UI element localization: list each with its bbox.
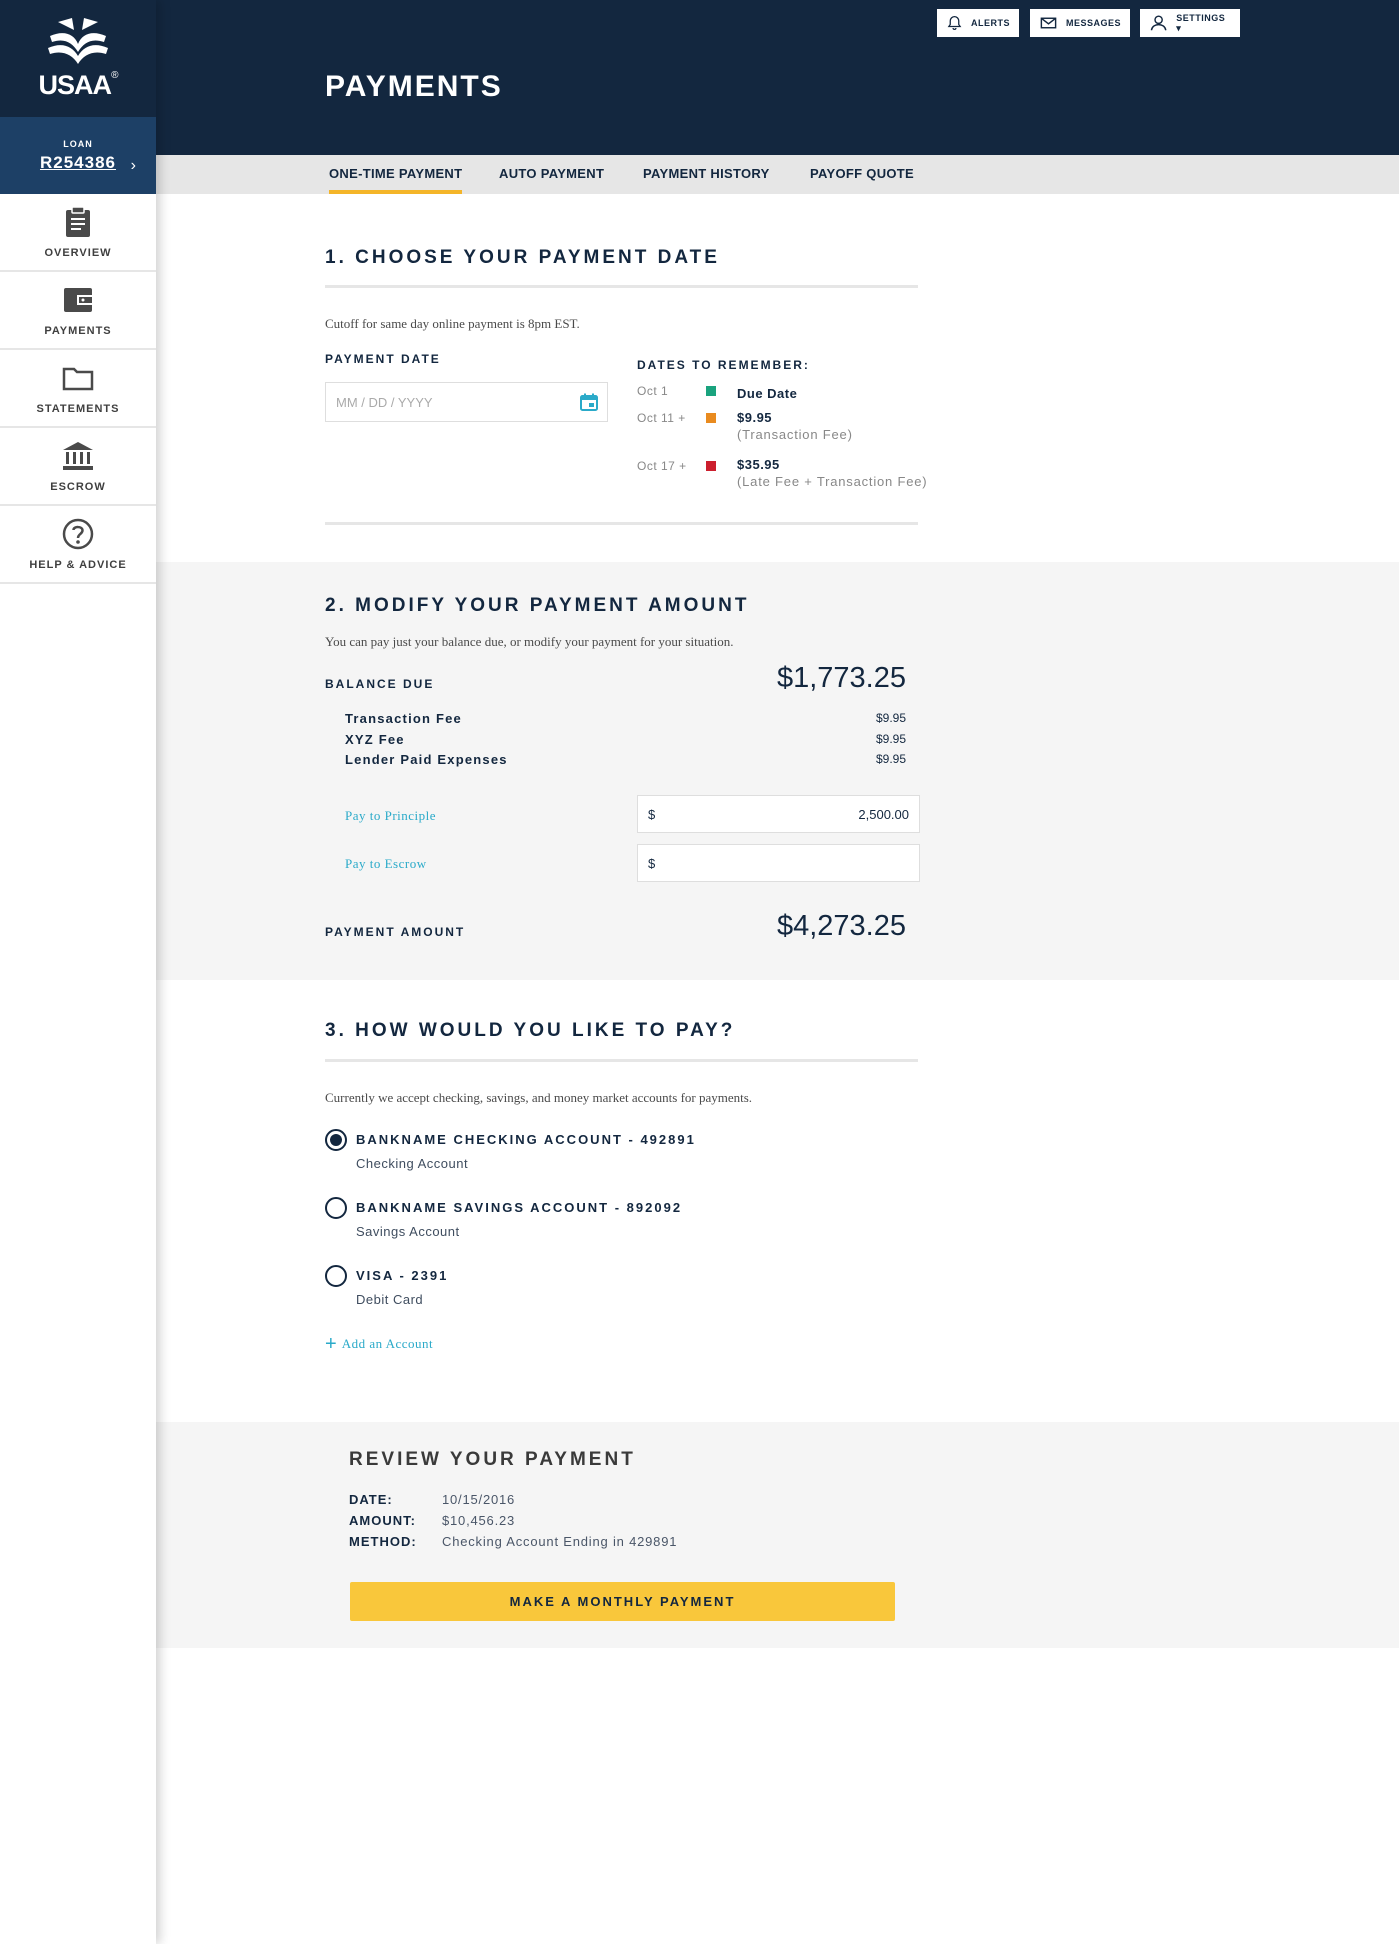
alerts-label: ALERTS	[971, 18, 1010, 28]
divider	[325, 285, 918, 288]
tab-one-time-payment[interactable]: ONE-TIME PAYMENT	[329, 155, 462, 194]
fee-value: $9.95	[875, 732, 906, 746]
sidebar-item-help[interactable]	[0, 506, 156, 584]
bank-icon	[61, 439, 95, 473]
payment-date-input[interactable]	[326, 383, 556, 421]
plus-icon: +	[325, 1333, 337, 1355]
section3-title: 3. HOW WOULD YOU LIKE TO PAY?	[325, 1020, 736, 1041]
loan-selector[interactable]	[0, 117, 156, 194]
section-payment-date	[156, 194, 1399, 562]
tab-auto-payment[interactable]: AUTO PAYMENT	[499, 166, 605, 181]
wallet-icon	[61, 283, 95, 317]
payment-amount-label: PAYMENT AMOUNT	[325, 925, 466, 939]
visa-card-radio[interactable]	[325, 1265, 347, 1287]
sidebar-item-label: PAYMENTS	[44, 325, 112, 337]
alerts-button[interactable]	[937, 9, 1019, 37]
divider	[325, 522, 918, 525]
review-title: REVIEW YOUR PAYMENT	[349, 1449, 636, 1470]
review-date-value: 10/15/2016	[442, 1492, 516, 1507]
chevron-right-icon: ›	[130, 157, 136, 174]
principle-amount-input[interactable]	[655, 807, 909, 822]
help-icon	[61, 517, 95, 551]
usaa-logo[interactable]	[0, 0, 156, 117]
sidebar-item-label: HELP & ADVICE	[29, 559, 127, 571]
visa-card-name[interactable]: VISA - 2391	[356, 1268, 449, 1283]
settings-label: SETTINGS ▾	[1176, 12, 1226, 33]
section-payment-amount	[156, 562, 1399, 980]
settings-button[interactable]	[1140, 9, 1240, 37]
balance-due-label: BALANCE DUE	[325, 677, 435, 691]
date-oct-17: Oct 17 +	[637, 459, 687, 473]
sidebar-item-label: STATEMENTS	[36, 403, 120, 415]
section2-title: 2. MODIFY YOUR PAYMENT AMOUNT	[325, 595, 750, 616]
late-fee-note: (Late Fee + Transaction Fee)	[737, 474, 928, 489]
section1-title: 1. CHOOSE YOUR PAYMENT DATE	[325, 247, 720, 268]
envelope-icon	[1039, 13, 1058, 33]
divider	[325, 1059, 918, 1062]
messages-button[interactable]	[1030, 9, 1130, 37]
balance-due-value: $1,773.25	[776, 662, 906, 694]
sidebar-item-escrow[interactable]	[0, 428, 156, 506]
tab-payment-history[interactable]: PAYMENT HISTORY	[643, 166, 770, 181]
checking-account-name[interactable]: BANKNAME CHECKING ACCOUNT - 492891	[356, 1132, 696, 1147]
clipboard-icon	[61, 205, 95, 239]
checking-account-type: Checking Account	[356, 1156, 469, 1171]
savings-account-name[interactable]: BANKNAME SAVINGS ACCOUNT - 892092	[356, 1200, 683, 1215]
late-fee-amount: $35.95	[737, 457, 780, 472]
make-payment-button[interactable]: MAKE A MONTHLY PAYMENT	[350, 1582, 895, 1621]
due-date-marker	[706, 386, 716, 396]
folder-icon	[61, 361, 95, 395]
review-method-value: Checking Account Ending in 429891	[442, 1534, 678, 1549]
savings-account-radio[interactable]	[325, 1197, 347, 1219]
transaction-fee-marker	[706, 413, 716, 423]
currency-symbol: $	[648, 806, 656, 822]
due-date-label: Due Date	[737, 386, 798, 401]
section-payment-method	[156, 980, 1399, 1422]
tab-payoff-quote[interactable]: PAYOFF QUOTE	[810, 166, 915, 181]
visa-card-type: Debit Card	[356, 1292, 424, 1307]
cutoff-note: Cutoff for same day online payment is 8pm EST.	[325, 316, 580, 331]
fee-label: Lender Paid Expenses	[345, 752, 508, 767]
transaction-fee-note: (Transaction Fee)	[737, 427, 853, 442]
date-oct-11: Oct 11 +	[637, 411, 686, 425]
principle-amount-field[interactable]	[637, 795, 920, 833]
dates-to-remember-title: DATES TO REMEMBER:	[637, 358, 810, 372]
checking-account-radio[interactable]	[325, 1129, 347, 1151]
savings-account-type: Savings Account	[356, 1224, 460, 1239]
transaction-fee-amount: $9.95	[737, 410, 773, 425]
fee-value: $9.95	[875, 711, 906, 725]
sidebar-item-overview[interactable]	[0, 194, 156, 272]
review-amount-label: AMOUNT:	[349, 1513, 416, 1528]
sidebar-item-label: ESCROW	[50, 481, 106, 493]
payment-amount-value: $4,273.25	[776, 910, 906, 942]
escrow-amount-input[interactable]	[655, 856, 909, 871]
add-account-link[interactable]	[325, 1333, 434, 1355]
late-fee-marker	[706, 461, 716, 471]
review-date-label: DATE:	[349, 1492, 393, 1507]
section3-subtitle: Currently we accept checking, savings, and money market accounts for payments.	[325, 1090, 753, 1105]
payment-date-label: PAYMENT DATE	[325, 352, 441, 366]
eagle-logo-icon	[38, 16, 118, 72]
bell-icon	[946, 13, 963, 33]
user-icon	[1149, 13, 1168, 33]
logo-wordmark: USAA®	[38, 70, 118, 100]
fee-label: XYZ Fee	[345, 732, 405, 747]
top-header	[0, 0, 1399, 155]
sidebar	[0, 0, 156, 1944]
date-oct-1: Oct 1	[637, 384, 669, 398]
loan-number[interactable]: R254386	[39, 152, 116, 172]
review-amount-value: $10,456.23	[442, 1513, 516, 1528]
fee-label: Transaction Fee	[345, 711, 462, 726]
page-title: PAYMENTS	[325, 70, 503, 103]
fee-value: $9.95	[875, 752, 906, 766]
escrow-amount-field[interactable]	[637, 844, 920, 882]
messages-label: MESSAGES	[1065, 18, 1121, 28]
tab-bar	[156, 155, 1399, 194]
sidebar-item-statements[interactable]	[0, 350, 156, 428]
currency-symbol: $	[648, 855, 656, 871]
pay-to-principle-label: Pay to Principle	[345, 808, 437, 823]
sidebar-item-payments[interactable]	[0, 272, 156, 350]
sidebar-item-label: OVERVIEW	[44, 247, 112, 259]
section2-subtitle: You can pay just your balance due, or modify your payment for your situation.	[325, 634, 734, 649]
loan-label: LOAN	[63, 138, 93, 149]
review-payment-panel	[156, 1422, 1399, 1648]
review-method-label: METHOD:	[349, 1534, 417, 1549]
pay-to-escrow-label: Pay to Escrow	[345, 856, 427, 871]
add-account-label: Add an Account	[341, 1336, 434, 1351]
payment-date-field[interactable]	[325, 382, 608, 422]
calendar-icon[interactable]	[579, 392, 599, 412]
